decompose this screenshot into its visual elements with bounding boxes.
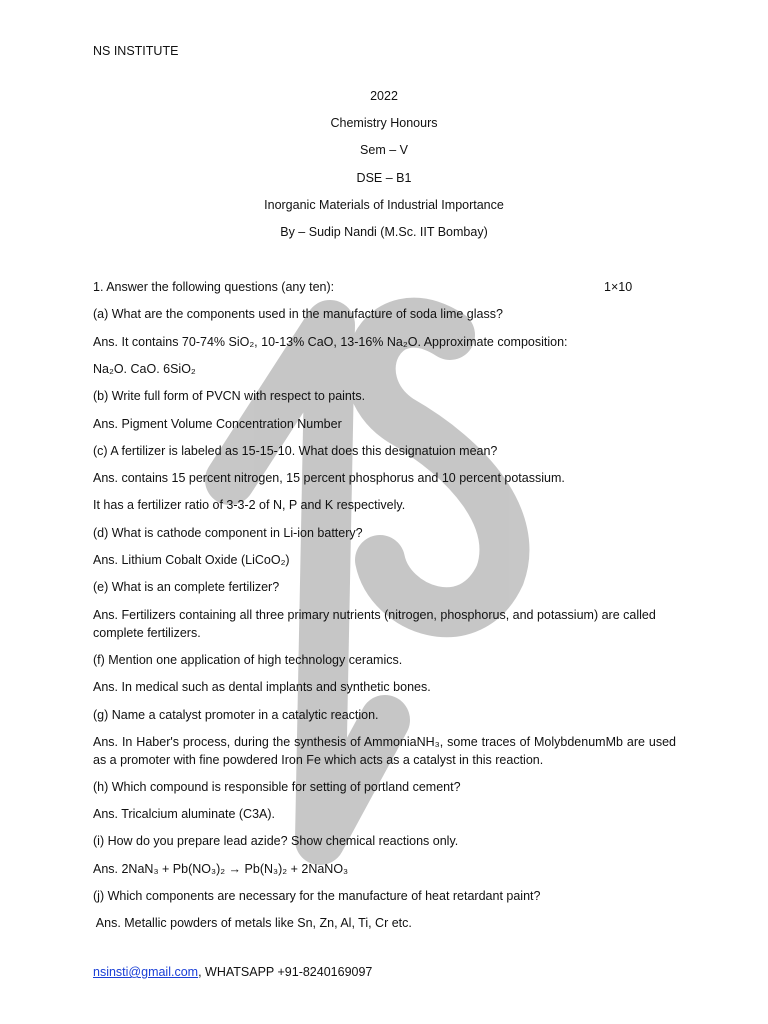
question-g: (g) Name a catalyst promoter in a catalytic reaction. bbox=[93, 708, 379, 722]
question-e: (e) What is an complete fertilizer? bbox=[93, 580, 280, 594]
question-a: (a) What are the components used in the manufacture of soda lime glass? bbox=[93, 307, 503, 321]
answer-a-line2: Na₂O. CaO. 6SiO₂ bbox=[93, 362, 196, 376]
subject-title: Inorganic Materials of Industrial Importance bbox=[264, 198, 504, 212]
exam-year: 2022 bbox=[370, 89, 398, 103]
institute-header: NS INSTITUTE bbox=[93, 44, 179, 58]
answer-e: Ans. Fertilizers containing all three primary nutrients (nitrogen, phosphorus, and potassium) are called complete fertilizers. bbox=[93, 608, 656, 640]
answer-j: Ans. Metallic powders of metals like Sn, Zn, Al, Ti, Cr etc. bbox=[93, 916, 412, 930]
footer-contact: , WHATSAPP +91-8240169097 bbox=[198, 965, 373, 979]
answer-h: Ans. Tricalcium aluminate (C3A). bbox=[93, 807, 276, 821]
watermark-letter-s bbox=[371, 323, 505, 613]
question-prompt: 1. Answer the following questions (any ten): bbox=[93, 280, 335, 294]
question-h: (h) Which compound is responsible for setting of portland cement? bbox=[93, 780, 461, 794]
question-d: (d) What is cathode component in Li-ion battery? bbox=[93, 526, 363, 540]
answer-i: Ans. 2NaN₃ + Pb(NO₃)₂ → Pb(N₃)₂ + 2NaNO₃ bbox=[93, 862, 349, 876]
answer-c-line1: Ans. contains 15 percent nitrogen, 15 percent phosphorus and 10 percent potassium. bbox=[93, 471, 565, 485]
question-c: (c) A fertilizer is labeled as 15-15-10. What does this designatuion mean? bbox=[93, 444, 498, 458]
answer-c-line2: It has a fertilizer ratio of 3-3-2 of N, P and K respectively. bbox=[93, 498, 406, 512]
answer-f: Ans. In medical such as dental implants and synthetic bones. bbox=[93, 680, 431, 694]
question-f: (f) Mention one application of high technology ceramics. bbox=[93, 653, 403, 667]
question-i: (i) How do you prepare lead azide? Show chemical reactions only. bbox=[93, 834, 459, 848]
semester: Sem – V bbox=[360, 143, 408, 157]
footer bbox=[93, 964, 372, 980]
question-b: (b) Write full form of PVCN with respect to paints. bbox=[93, 389, 366, 403]
course-name: Chemistry Honours bbox=[330, 116, 438, 130]
answer-g: Ans. In Haber's process, during the synthesis of AmmoniaNH₃, some traces of MolybdenumMb are used as a promoter with fine powdered Iron Fe which acts as a catalyst in this reaction. bbox=[93, 735, 676, 767]
question-marks: 1×10 bbox=[604, 280, 633, 294]
author-line: By – Sudip Nandi (M.Sc. IIT Bombay) bbox=[280, 225, 488, 239]
question-j: (j) Which components are necessary for the manufacture of heat retardant paint? bbox=[93, 889, 541, 903]
footer-email-link[interactable]: nsinsti@gmail.com bbox=[93, 965, 199, 979]
answer-d: Ans. Lithium Cobalt Oxide (LiCoO₂) bbox=[93, 553, 290, 567]
answer-b: Ans. Pigment Volume Concentration Number bbox=[93, 417, 342, 431]
paper-code: DSE – B1 bbox=[356, 171, 412, 185]
answer-a-line1: Ans. It contains 70-74% SiO₂, 10-13% CaO, 13-16% Na₂O. Approximate composition: bbox=[93, 335, 568, 349]
